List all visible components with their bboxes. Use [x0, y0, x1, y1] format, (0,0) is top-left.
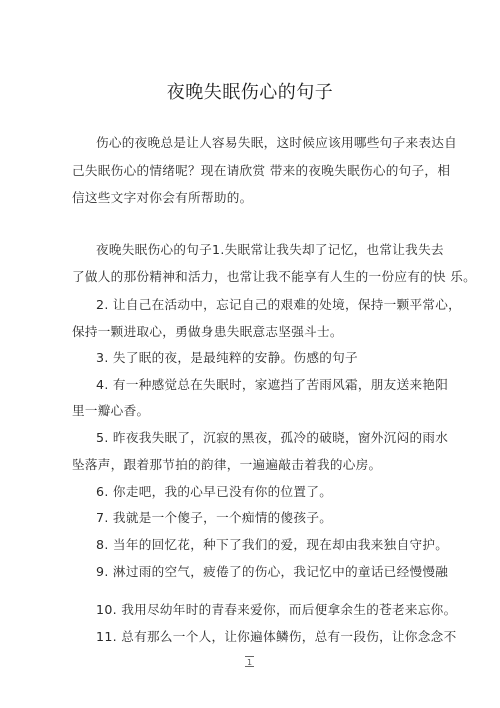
body-line: 夜晚失眠伤心的句子1.失眠常让我失却了记忆，也常让我失去 — [96, 242, 444, 257]
intro-line: 伤心的夜晚总是让人容易失眠，这时候应该用哪些句子来表达自 — [96, 135, 458, 150]
intro-line: 信这些文字对你会有所帮助的。 — [72, 190, 253, 205]
body-line: 5. 昨夜我失眠了，沉寂的黑夜，孤冷的破晓，窗外沉闷的雨水 — [96, 430, 449, 445]
body-line: 10. 我用尽幼年时的青春来爱你，而后便拿余生的苍老来忘你。 — [96, 602, 457, 617]
body-line: 7. 我就是一个傻子，一个痴情的傻孩子。 — [96, 510, 333, 525]
body-line: 里一瓣心香。 — [72, 403, 150, 418]
body-line: 11. 总有那么一个人，让你遍体鳞伤，总有一段伤，让你念念不 — [96, 629, 457, 644]
body-line: 保持一颗进取心，勇做身患失眠意志坚强斗士。 — [72, 324, 343, 339]
body-line: 坠落声，跟着那节拍的韵律，一遍遍敲击着我的心房。 — [72, 457, 382, 472]
intro-line: 己失眠伤心的情绪呢？现在请欣赏 带来的夜晚失眠伤心的句子，相 — [72, 163, 451, 178]
body-line: 8. 当年的回忆花，种下了我们的爱，现在却由我来独自守护。 — [96, 537, 449, 552]
body-line: 3. 失了眠的夜，是最纯粹的安静。伤感的句子 — [96, 350, 358, 365]
document-title: 夜晚失眠伤心的句子 — [166, 82, 334, 103]
body-line: 6. 你走吧，我的心早已没有你的位置了。 — [96, 484, 333, 499]
body-line: 了做人的那份精神和活力，也常让我不能享有人生的一份应有的快 乐。 — [72, 269, 477, 284]
page-number-mark: 1 — [246, 658, 253, 667]
body-line: 4. 有一种感觉总在失眠时，家遮挡了苦雨风霜，朋友送来艳阳 — [96, 377, 449, 392]
body-line: 2. 让自己在活动中，忘记自己的艰难的处境，保持一颗平常心， — [96, 297, 462, 312]
body-line: 9. 淋过雨的空气，疲倦了的伤心，我记忆中的童话已经慢慢融 — [96, 564, 449, 579]
